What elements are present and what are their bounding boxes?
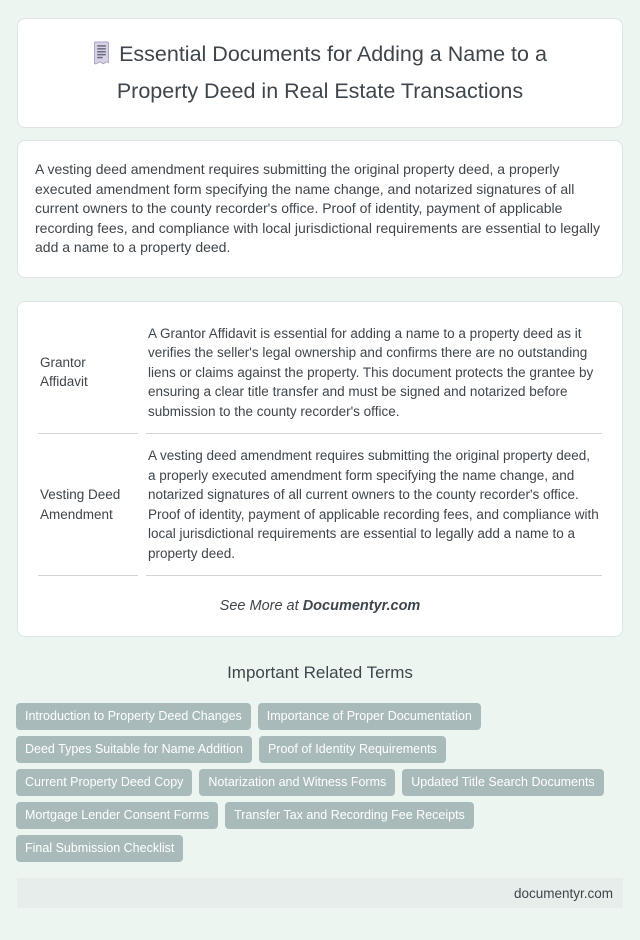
chips-container [16, 703, 624, 862]
term-chip[interactable]: Proof of Identity Requirements [259, 736, 446, 763]
summary-card [17, 140, 623, 278]
receipt-icon [93, 41, 110, 76]
page-title [60, 39, 580, 107]
footer-bar [17, 878, 623, 908]
related-terms-heading: Important Related Terms [227, 663, 413, 682]
term-chip[interactable]: Updated Title Search Documents [402, 769, 603, 796]
table-row [38, 312, 602, 435]
term-chip[interactable]: Introduction to Property Deed Changes [16, 703, 251, 730]
title-card [17, 18, 623, 128]
term-chip[interactable]: Final Submission Checklist [16, 835, 183, 862]
see-more-note [38, 598, 602, 614]
term-chip[interactable]: Mortgage Lender Consent Forms [16, 802, 218, 829]
documents-card [17, 301, 623, 638]
see-more-prefix: See More at [219, 598, 299, 614]
term-chip[interactable]: Importance of Proper Documentation [258, 703, 481, 730]
brand-link[interactable]: Documentyr.com [302, 598, 421, 614]
description-cell: A vesting deed amendment requires submitting the original property deed, a properly executed amendment form specifying the name change, and notarized signatures of all current owners to the county recorder's office. Proof of identity, payment of applicable recording fees, and compliance with local jurisdictional requirements are essential to legally add a name to a property deed. [146, 434, 602, 576]
description-cell: A Grantor Affidavit is essential for adding a name to a property deed as it verifies the seller's legal ownership and confirms there are no outstanding liens or claims against the property. This document protects the grantee by ensuring a clear title transfer and must be signed and notarized before submission to the county recorder's office. [146, 312, 602, 435]
term-cell: Grantor Affidavit [38, 312, 138, 435]
table-row [38, 434, 602, 576]
term-cell: Vesting Deed Amendment [38, 434, 138, 576]
documents-table [30, 312, 610, 577]
term-chip[interactable]: Notarization and Witness Forms [199, 769, 395, 796]
term-chip[interactable]: Transfer Tax and Recording Fee Receipts [225, 802, 474, 829]
term-chip[interactable]: Deed Types Suitable for Name Addition [16, 736, 252, 763]
summary-text: A vesting deed amendment requires submitting the original property deed, a properly executed amendment form specifying the name change, and notarized signatures of all current owners to the county recorder's office. Proof of identity, payment of applicable recording fees, and compliance with local jurisdictional requirements are essential to legally add a name to a property deed. [35, 161, 600, 255]
term-chip[interactable]: Current Property Deed Copy [16, 769, 192, 796]
page-title-text: Essential Documents for Adding a Name to a Property Deed in Real Estate Transactions [116, 42, 547, 103]
footer-site-text: documentyr.com [513, 885, 613, 901]
